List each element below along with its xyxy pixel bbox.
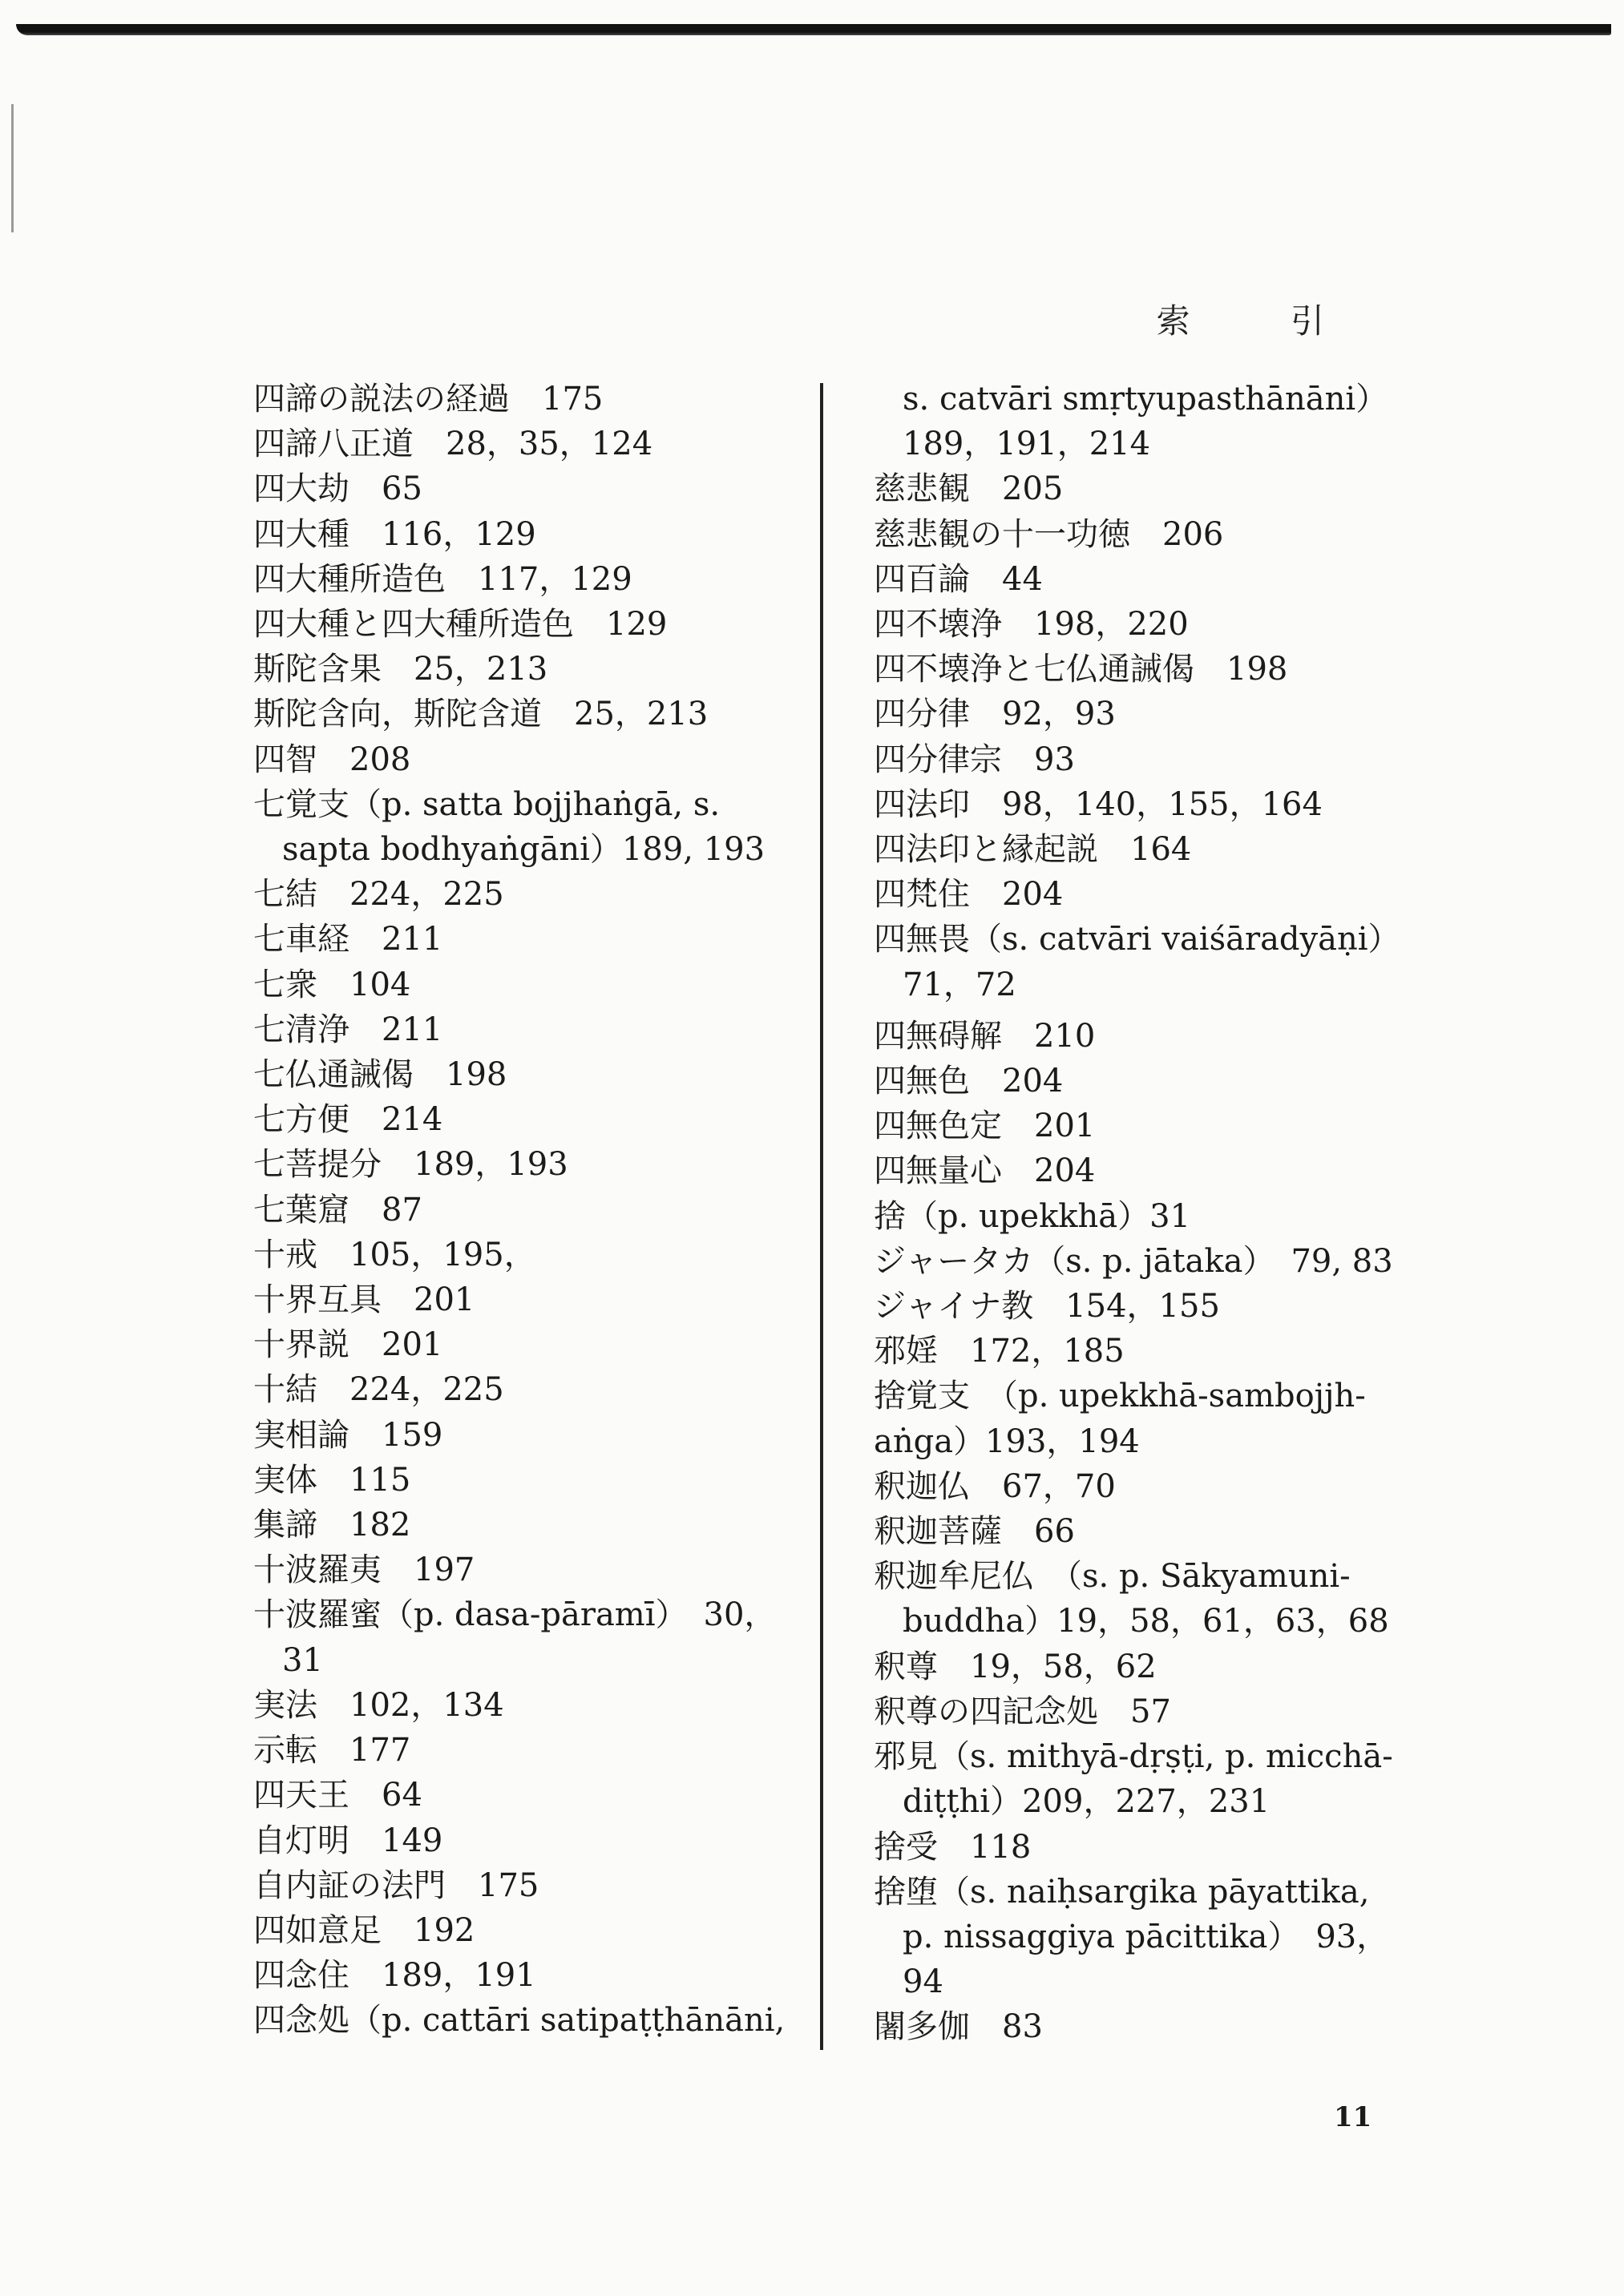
index-entry: 十界説 201 [253, 1326, 443, 1364]
index-entry: 闍多伽 83 [874, 2008, 1043, 2046]
index-entry: 斯陀含果 25，213 [253, 651, 548, 688]
index-entry: 十界互具 201 [253, 1281, 475, 1319]
index-entry: 邪婬 172，185 [874, 1333, 1125, 1370]
index-entry: 四念住 189，191 [253, 1957, 536, 1995]
index-entry: 四天王 64 [253, 1777, 422, 1814]
index-entry: 四不壊浄 198，220 [874, 606, 1189, 644]
index-entry: 慈悲観の十一功徳 206 [874, 515, 1224, 553]
index-entry: 自内証の法門 175 [253, 1866, 539, 1904]
index-entry: 慈悲観 205 [874, 470, 1064, 508]
index-entry: 自灯明 149 [253, 1822, 443, 1859]
index-entry: 捨覚支 （p. upekkhā-sambojjh- [874, 1378, 1366, 1415]
index-entry: 四大種と四大種所造色 129 [253, 606, 668, 644]
index-entry: 四智 208 [253, 740, 411, 778]
index-entry: 四法印 98，140，155，164 [874, 785, 1323, 823]
index-entry: 四念処（p. cattāri satipaṭṭhānāni, [253, 2002, 786, 2040]
index-entry: ジャイナ教 154，155 [874, 1288, 1220, 1326]
index-entry: 集諦 182 [253, 1507, 411, 1544]
index-entry: 実法 102，134 [253, 1686, 504, 1724]
index-entry: 釈尊 19，58，62 [874, 1648, 1157, 1685]
index-entry: 邪見（s. mithyā-dṛṣṭi, p. micchā- [874, 1738, 1393, 1776]
index-entry-continuation: aṅga）193，194 [874, 1422, 1140, 1460]
index-entry-continuation: 71，72 [903, 966, 1016, 1003]
index-entry: 四無碍解 210 [874, 1017, 1096, 1055]
scan-mark-2 [11, 144, 14, 232]
index-entry: 七清浄 211 [253, 1011, 443, 1048]
top-rule [16, 24, 1611, 35]
index-entry-continuation: diṭṭhi）209，227，231 [903, 1783, 1271, 1821]
index-entry: 七衆 104 [253, 966, 411, 1003]
index-entry: 七菩提分 189，193 [253, 1146, 568, 1184]
index-entry: 十戒 105，195， [253, 1236, 536, 1273]
index-entry: 七覚支（p. satta bojjhaṅgā, s. [253, 785, 721, 823]
index-entry: 釈尊の四記念処 57 [874, 1693, 1171, 1730]
index-entry: 四大劫 65 [253, 470, 422, 508]
entry-gap [874, 1007, 1419, 1014]
index-entry: 十波羅蜜（p. dasa-pāramī） 30， [253, 1596, 777, 1634]
index-entry: 釈迦仏 67，70 [874, 1467, 1116, 1505]
index-entry: 四無色定 201 [874, 1108, 1096, 1145]
column-divider [820, 383, 823, 2050]
index-entry: 七仏通誡偈 198 [253, 1056, 507, 1094]
index-entry: 四無色 204 [874, 1063, 1064, 1100]
index-entry: 四如意足 192 [253, 1911, 475, 1949]
index-entry: 四分律宗 93 [874, 740, 1075, 778]
index-entry: ジャータカ（s. p. jātaka） 79, 83 [874, 1242, 1393, 1280]
index-entry: 四無量心 204 [874, 1152, 1096, 1190]
index-column-left [253, 377, 862, 2044]
index-entry: 示転 177 [253, 1732, 411, 1769]
index-entry: 七結 224，225 [253, 876, 504, 914]
index-entry: 七車経 211 [253, 921, 443, 958]
page-number: 11 [1334, 2101, 1372, 2133]
index-entry: 四無畏（s. catvāri vaiśāradyāṇi） [874, 921, 1400, 958]
index-entry: 四梵住 204 [874, 876, 1064, 914]
page-header: 索 引 [1156, 301, 1369, 341]
index-entry-continuation: 94 [903, 1963, 943, 2001]
index-entry: 七葉窟 87 [253, 1191, 422, 1229]
index-entry: 四諦の説法の経過 175 [253, 381, 604, 418]
index-entry: 四百論 44 [874, 560, 1043, 598]
index-entry: 四分律 92，93 [874, 696, 1116, 733]
index-column-right [874, 377, 1419, 2050]
index-entry-continuation: 189，191，214 [903, 426, 1151, 463]
index-entry: 実相論 159 [253, 1416, 443, 1454]
index-entry-continuation: 31 [282, 1641, 323, 1679]
index-entry-continuation: sapta bodhyaṅgāni）189, 193 [282, 831, 766, 869]
index-entry: 四法印と縁起説 164 [874, 831, 1192, 869]
index-entry: 七方便 214 [253, 1101, 443, 1139]
index-entry: 実体 115 [253, 1461, 411, 1499]
index-entry: 捨（p. upekkhā）31 [874, 1197, 1191, 1235]
index-entry: 四大種所造色 117，129 [253, 560, 632, 598]
index-entry: 釈迦菩薩 66 [874, 1513, 1075, 1551]
index-entry: 十波羅夷 197 [253, 1552, 475, 1589]
index-entry: 捨堕（s. naiḥsargika pāyattika, [874, 1873, 1370, 1911]
index-entry-continuation: s. catvāri smṛtyupasthānāni） [903, 381, 1388, 418]
index-entry-continuation: buddha）19，58，61，63，68 [903, 1603, 1389, 1640]
index-entry: 四不壊浄と七仏通誡偈 198 [874, 651, 1288, 688]
index-entry: 十結 224，225 [253, 1371, 504, 1409]
index-entry: 斯陀含向，斯陀含道 25，213 [253, 696, 709, 733]
index-entry: 釈迦牟尼仏 （s. p. Sākyamuni- [874, 1558, 1351, 1596]
index-entry-continuation: p. nissaggiya pācittika） 93， [903, 1918, 1389, 1955]
index-entry: 捨受 118 [874, 1828, 1032, 1866]
index-entry: 四大種 116，129 [253, 515, 536, 553]
index-entry: 四諦八正道 28，35，124 [253, 426, 653, 463]
